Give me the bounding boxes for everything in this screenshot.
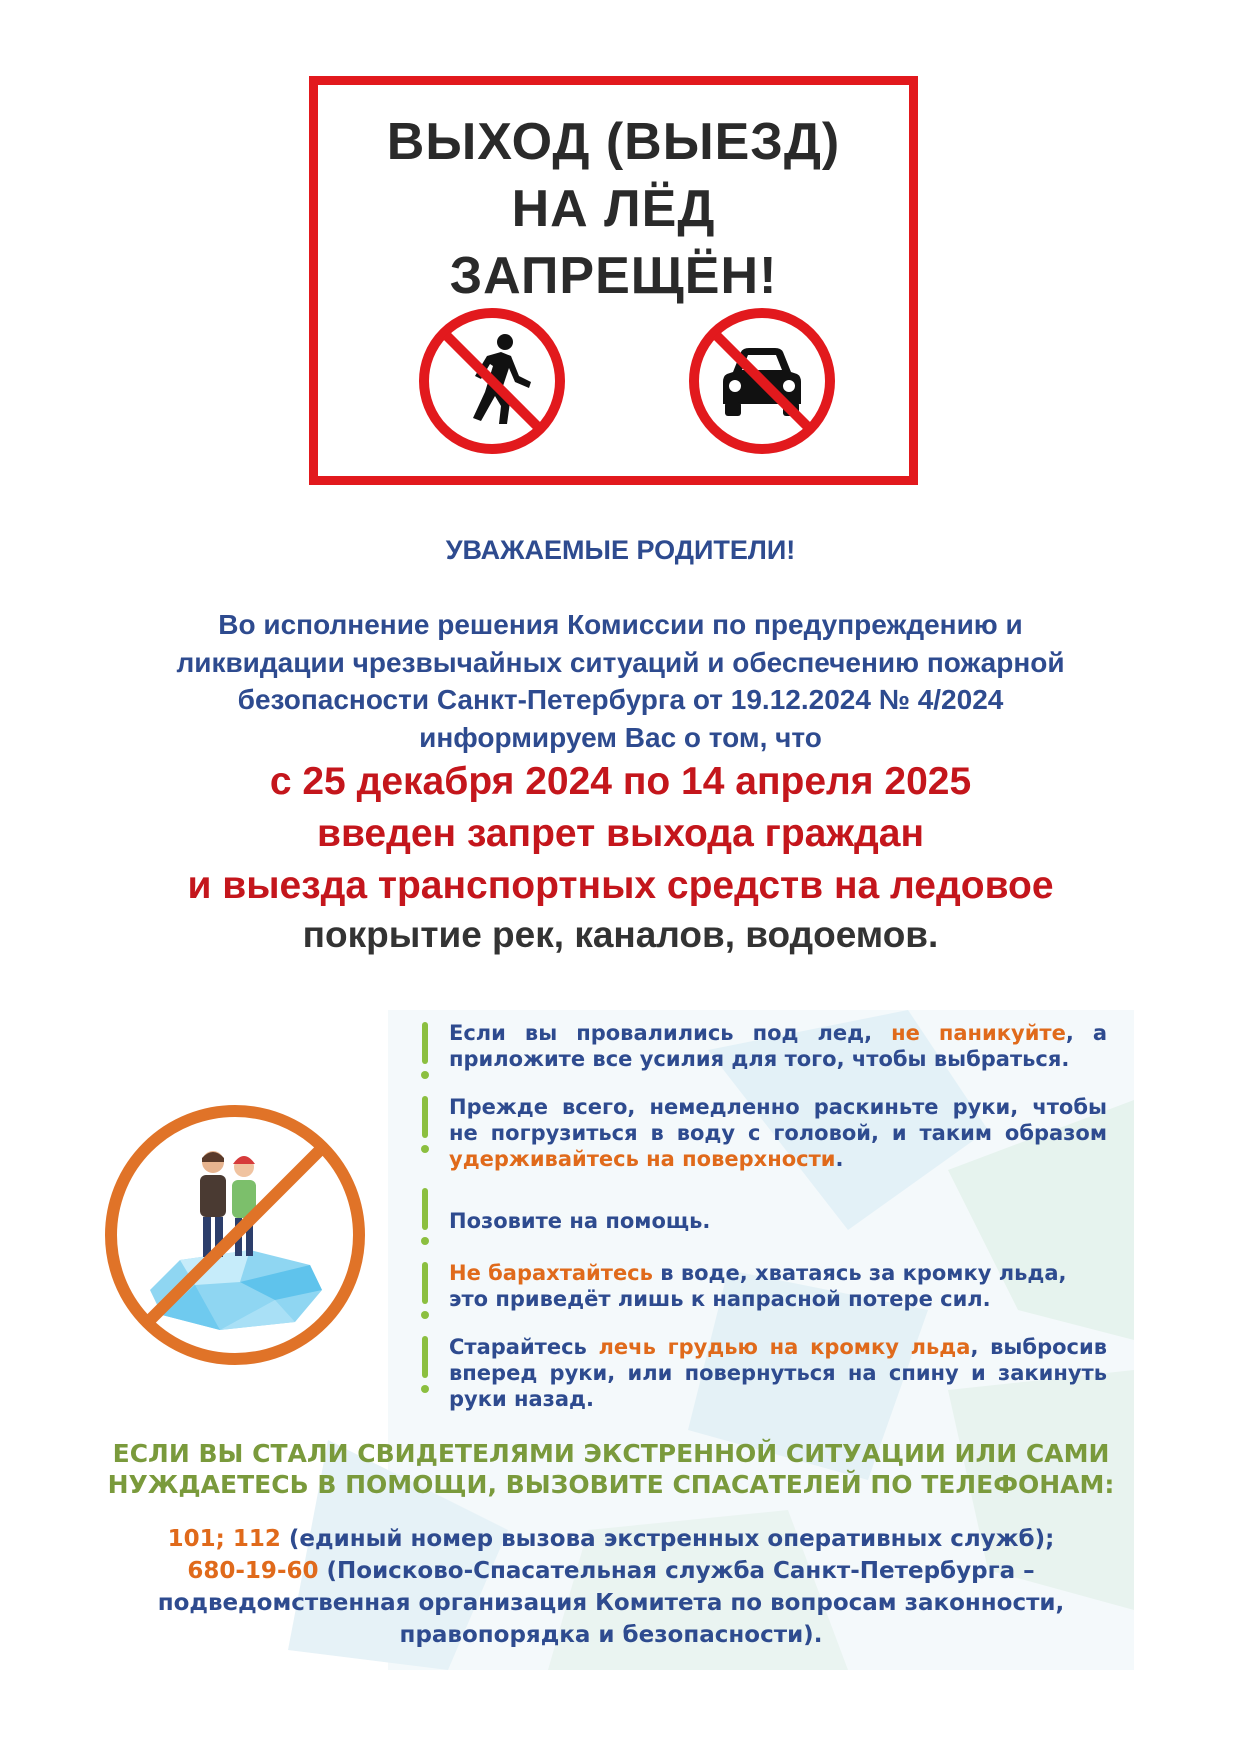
tip-text: Если вы провалились под лед, <box>449 1021 892 1045</box>
exclamation-icon <box>421 1022 429 1082</box>
alert-line: ЕСЛИ ВЫ СТАЛИ СВИДЕТЕЛЯМИ ЭКСТРЕННОЙ СИТУАЦИИ ИЛИ САМИ <box>112 1439 1110 1468</box>
tip-text: Прежде всего, немедленно раскиньте руки, чтобы не погрузиться в воду с головой, и таким образом <box>449 1095 1107 1145</box>
sign-title-line: ВЫХОД (ВЫЕЗД) <box>386 113 841 171</box>
sign-title-line: ЗАПРЕЩЁН! <box>449 247 778 305</box>
highlight-line: введен запрет выхода граждан <box>316 812 924 855</box>
tip-item <box>421 1334 1107 1412</box>
ban-period-highlight <box>60 756 1181 912</box>
safety-info-panel <box>88 1010 1134 1670</box>
tip-item <box>421 1194 1107 1234</box>
alert-line: НУЖДАЕТЕСЬ В ПОМОЩИ, ВЫЗОВИТЕ СПАСАТЕЛЕЙ ПО ТЕЛЕФОНАМ: <box>107 1470 1115 1499</box>
highlight-line: с 25 декабря 2024 по 14 апреля 2025 <box>269 760 972 803</box>
greeting-heading: УВАЖАЕМЫЕ РОДИТЕЛИ! <box>445 535 796 565</box>
tip-highlight: Не барахтайтесь <box>449 1261 653 1285</box>
emergency-call-heading <box>88 1438 1134 1500</box>
notice-line: информируем Вас о том, что <box>419 721 822 753</box>
highlight-line: и выезда транспортных средств на ледовое <box>187 864 1054 907</box>
notice-line: Во исполнение решения Комиссии по предупреждению и <box>218 609 1023 640</box>
tip-text: . <box>835 1147 844 1171</box>
phone-desc: (Поисково-Спасательная служба Санкт-Петербурга – <box>318 1558 1035 1584</box>
notice-line: безопасности Санкт-Петербурга от 19.12.2024 № 4/2024 <box>237 684 1004 715</box>
tip-highlight: не паникуйте <box>891 1021 1066 1045</box>
no-car-icon <box>687 306 837 456</box>
phone-desc: подведомственная организация Комитета по вопросам законности, <box>157 1590 1065 1616</box>
tip-text: , а приложите все усилия для того, чтобы выбраться. <box>449 1021 1107 1071</box>
tip-text: Позовите на помощь. <box>449 1209 711 1233</box>
notice-block <box>60 532 1181 958</box>
safety-tips-list <box>421 1020 1107 1434</box>
sign-title <box>318 109 909 310</box>
phone-desc: правопорядка и безопасности). <box>399 1622 823 1648</box>
exclamation-icon <box>421 1096 429 1156</box>
notice-body <box>60 606 1181 756</box>
tip-highlight: лечь грудью на кромку льда <box>598 1335 971 1359</box>
exclamation-icon <box>421 1336 429 1396</box>
prohibition-sign <box>309 76 918 485</box>
no-ice-people-icon <box>100 1100 370 1370</box>
exclamation-icon <box>421 1262 429 1322</box>
tip-item <box>421 1094 1107 1172</box>
tip-item <box>421 1020 1107 1072</box>
tip-text: Старайтесь <box>449 1335 599 1359</box>
emergency-phones <box>88 1523 1134 1651</box>
emergency-number: 101; 112 <box>167 1526 281 1552</box>
tip-text: в воде, хватаясь за кромку льда, это приведёт лишь к напрасной потере сил. <box>449 1261 1067 1311</box>
rescue-number: 680-19-60 <box>187 1558 319 1584</box>
closing-line: покрытие рек, каналов, водоемов. <box>302 914 939 955</box>
exclamation-icon <box>421 1188 429 1248</box>
tip-item <box>421 1260 1107 1312</box>
sign-title-line: НА ЛЁД <box>511 180 716 238</box>
notice-line: ликвидации чрезвычайных ситуаций и обеспечению пожарной <box>176 646 1065 678</box>
tip-highlight: удерживайтесь на поверхности <box>449 1147 836 1171</box>
phone-desc: (единый номер вызова экстренных оперативных служб); <box>280 1526 1055 1552</box>
no-pedestrian-icon <box>417 306 567 456</box>
tip-text: , выбросив вперед руки, или повернуться на спину и закинуть руки назад. <box>449 1335 1107 1411</box>
